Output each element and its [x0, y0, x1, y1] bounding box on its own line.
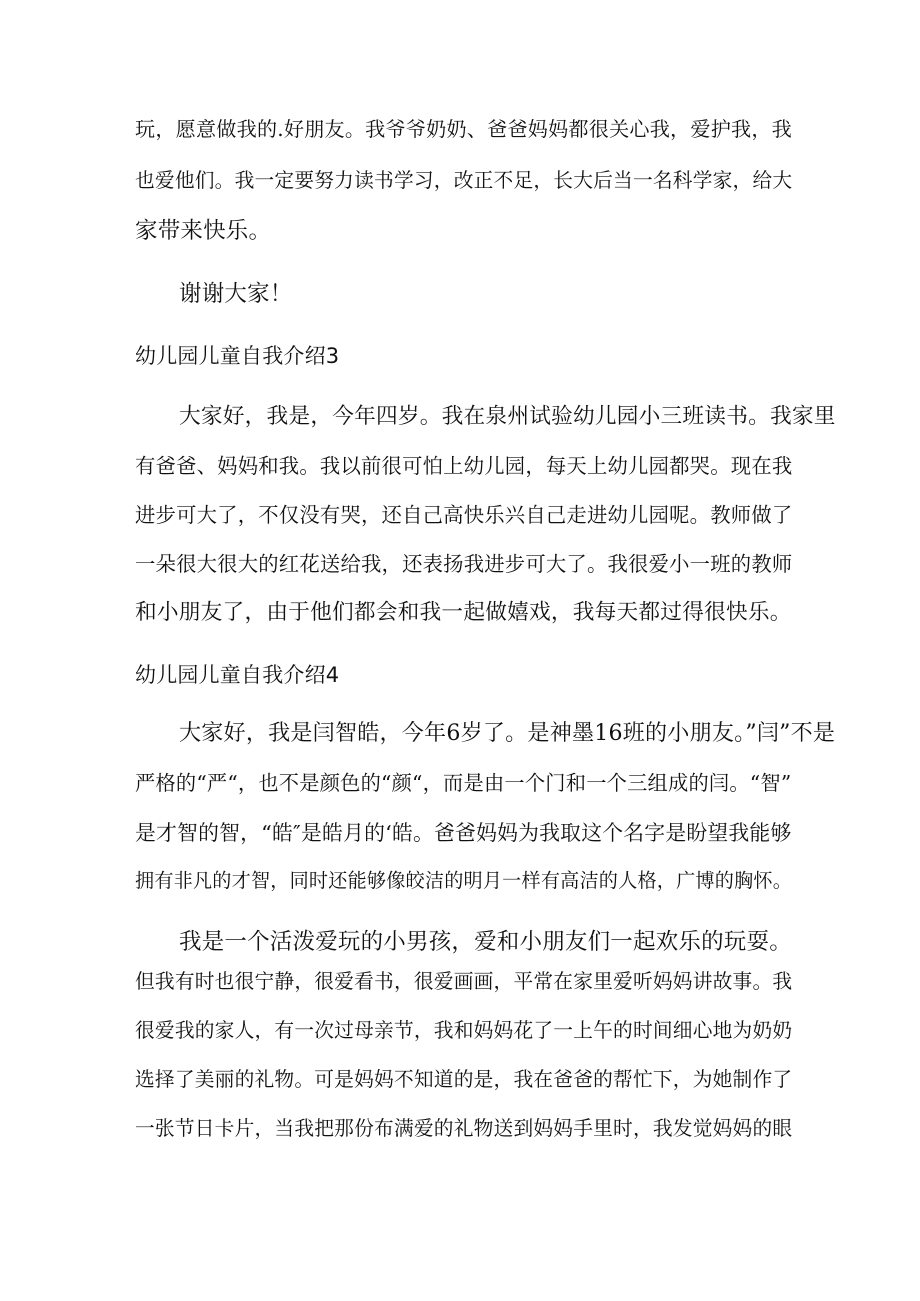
thanks-line: 谢谢大家！ — [179, 281, 293, 307]
text-line: 拥有非凡的才智，同时还能够像皎洁的明月一样有高洁的人格，广博的胸怀。 — [135, 869, 793, 892]
text-line: 一张节日卡片，当我把那份布满爱的礼物送到妈妈手里时，我发觉妈妈的眼 — [135, 1117, 793, 1140]
text-line: 但我有时也很宁静，很爱看书，很爱画画，平常在家里爱听妈妈讲故事。我 — [135, 970, 793, 993]
text-line: 和小朋友了，由于他们都会和我一起做嬉戏，我每天都过得很快乐。 — [135, 600, 792, 625]
section-heading-3: 幼儿园儿童自我介绍3 — [135, 344, 340, 368]
text-line: 也爱他们。我一定要努力读书学习，改正不足，长大后当一名科学家，给大 — [135, 169, 793, 192]
text-line: 进步可大了，不仅没有哭，还自己高快乐兴自己走进幼儿园呢。教师做了 — [135, 503, 793, 527]
section-heading-4: 幼儿园儿童自我介绍4 — [135, 663, 340, 687]
text-line: 严格的“严“，也不是颜色的“颜“，而是由一个门和一个三组成的闫。“智” — [135, 771, 792, 795]
text-line: 玩，愿意做我的.好朋友。我爷爷奶奶、爸爸妈妈都很关心我，爱护我，我 — [135, 117, 792, 141]
text-line: 我是一个活泼爱玩的小男孩，爱和小朋友们一起欢乐的玩耍。 — [179, 929, 792, 955]
text-line: 大家好，我是，今年四岁。我在泉州试验幼儿园小三班读书。我家里 — [179, 404, 836, 429]
text-line: 大家好，我是闫智皓，今年6岁了。是神墨16班的小朋友。”闫”不是 — [179, 721, 836, 746]
text-line: 一朵很大很大的红花送给我，还表扬我进步可大了。我很爱小一班的教师 — [135, 552, 793, 576]
text-line: 家带来快乐。 — [135, 218, 272, 244]
text-line: 有爸爸、妈妈和我。我以前很可怕上幼儿园，每天上幼儿园都哭。现在我 — [135, 454, 793, 478]
text-line: 很爱我的家人，有一次过母亲节，我和妈妈花了一上午的时间细心地为奶奶 — [135, 1019, 793, 1042]
text-line: 是才智的智，“皓″是皓月的‘皓。爸爸妈妈为我取这个名字是盼望我能够 — [135, 821, 792, 845]
text-line: 选择了美丽的礼物。可是妈妈不知道的是，我在爸爸的帮忙下，为她制作了 — [135, 1068, 793, 1091]
